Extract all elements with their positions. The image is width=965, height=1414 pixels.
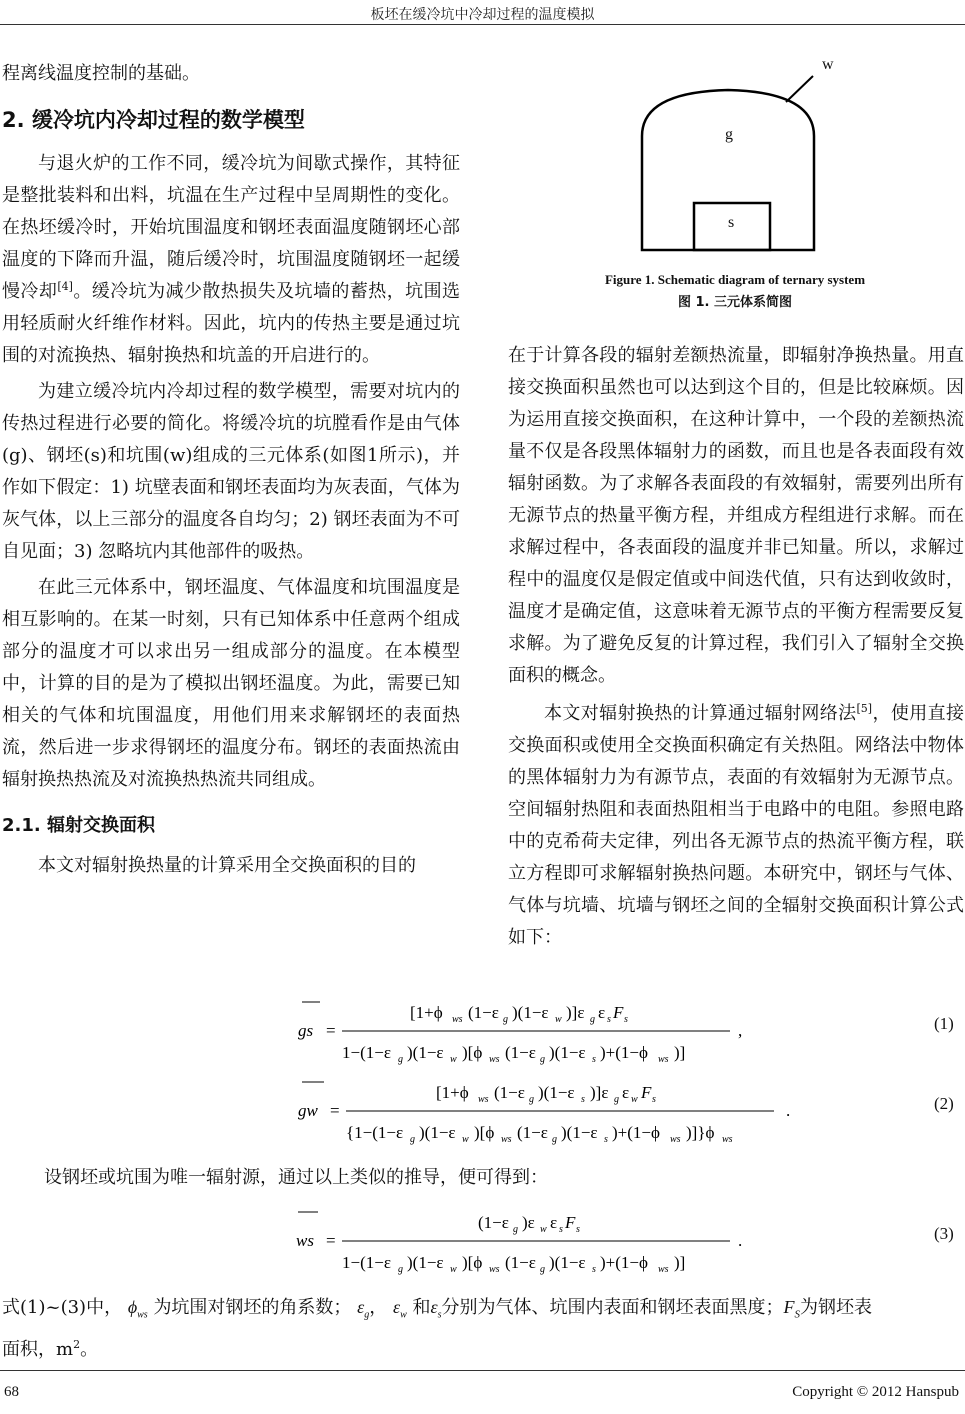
label-w: w: [822, 56, 834, 73]
text: 分别为气体、坑围内表面和钢坯表面黑度；: [441, 1297, 784, 1318]
equation-3: [290, 1200, 760, 1284]
svg-text:(1−ε: (1−ε: [505, 1043, 536, 1062]
svg-text:)(1−ε: )(1−ε: [407, 1253, 444, 1272]
svg-text:s: s: [592, 1264, 596, 1275]
svg-text:s: s: [592, 1054, 596, 1065]
svg-text:F: F: [613, 1003, 624, 1022]
svg-text:)(1−ε: )(1−ε: [561, 1123, 598, 1142]
svg-text:[1+ϕ: [1+ϕ: [410, 1003, 443, 1022]
svg-text:ε: ε: [622, 1083, 630, 1102]
svg-text:(1−ε: (1−ε: [517, 1123, 548, 1142]
eq3-lhs: ws: [296, 1231, 314, 1250]
svg-text:g: g: [614, 1094, 619, 1105]
svg-text:g: g: [552, 1134, 557, 1145]
svg-text:s: s: [652, 1094, 656, 1105]
eq1-lhs: gs: [298, 1021, 314, 1040]
svg-text:)ε: )ε: [522, 1213, 535, 1232]
svg-text:=: =: [326, 1021, 336, 1040]
svg-text:ws: ws: [722, 1134, 733, 1145]
text: 式(1)~(3)中，: [2, 1297, 123, 1318]
svg-text:)]ε: )]ε: [590, 1083, 609, 1102]
svg-text:.: .: [786, 1101, 791, 1120]
svg-text:)]: )]: [674, 1253, 686, 1272]
svg-text:s: s: [624, 1014, 628, 1025]
svg-text:,: ,: [738, 1021, 743, 1040]
equation-1: [290, 990, 760, 1074]
svg-text:(1−ε: (1−ε: [494, 1083, 525, 1102]
svg-text:)[ϕ: )[ϕ: [462, 1043, 483, 1062]
epsilon-s-symbol: $\varepsilon_s$: [430, 1297, 442, 1321]
svg-text:)[ϕ: )[ϕ: [474, 1123, 495, 1142]
copyright: Copyright © 2012 Hanspub: [792, 1384, 959, 1400]
text: 面积，m: [2, 1338, 74, 1360]
figure-caption-cn: 图 1. 三元体系简图: [677, 295, 793, 310]
svg-text:(1−ε: (1−ε: [468, 1003, 499, 1022]
svg-text:{1−(1−ε: {1−(1−ε: [346, 1123, 404, 1142]
paragraph: 在此三元体系中，钢坯温度、气体温度和坑围温度是相互影响的。在某一时刻，只有已知体系中任意两个组成部分的温度才可以求出另一组成部分的温度。在本模型中，计算的目的是为了模拟出钢坯温度。为此，需要已知相关的气体和坑围温度，用他们用来求解钢坯的表面热流，然后进一步求得钢坯的温度分布。钢坯的表面热流由辐射换热热流及对流换热热流共同组成。: [2, 577, 460, 790]
text: ，: [369, 1297, 388, 1318]
svg-text:g: g: [398, 1054, 403, 1065]
ternary-system-diagram: [618, 56, 858, 256]
text: 为坑围对钢坯的角系数；: [153, 1297, 352, 1318]
svg-text:s: s: [581, 1094, 585, 1105]
svg-text:)[ϕ: )[ϕ: [462, 1253, 483, 1272]
svg-text:g: g: [540, 1264, 545, 1275]
section-heading-2-1: 2.1. 辐射交换面积: [2, 815, 155, 836]
eq2-lhs: gw: [298, 1101, 318, 1120]
svg-text:ws: ws: [489, 1054, 500, 1065]
footer-rule: [0, 1370, 965, 1371]
svg-text:ε: ε: [550, 1213, 558, 1232]
paragraph: 在于计算各段的辐射差额热流量，即辐射净换热量。用直接交换面积虽然也可以达到这个目的，但是比较麻烦。因为运用直接交换面积，在这种计算中，一个段的差额热流量不仅是各段黑体辐射力的函数，而且也是各表面段有效辐射函数。为了求解各表面段的有效辐射，需要列出所有无源节点的热量平衡方程，并组成方程组进行求解。而在求解过程中，各表面段的温度并非已知量。所以，求解过程中的温度仅是假定值或中间迭代值，只有达到收敛时，温度才是确定值，这意味着无源节点的平衡方程需要反复求解。为了避免反复的计算过程，我们引入了辐射全交换面积的概念。: [508, 345, 964, 686]
equation-number: (2): [934, 1094, 954, 1113]
epsilon-g-symbol: $\varepsilon_g$: [357, 1297, 370, 1321]
text: 为钢坯表: [800, 1297, 872, 1318]
svg-text:g: g: [540, 1054, 545, 1065]
svg-text:ws: ws: [478, 1094, 489, 1105]
svg-text:ws: ws: [658, 1264, 669, 1275]
paragraph-text: ，使用直接交换面积或使用全交换面积确定有关热阻。网络法中物体的黑体辐射力为有源节点，表面的有效辐射为无源节点。空间辐射热阻和表面热阻相当于电路中的电阻。参照电路中的克希荷夫定律，列出各无源节点的热流平衡方程，联立方程即可求解辐射换热问题。本研究中，钢坯与气体、气体与坑墙、坑墙与钢坯之间的全辐射交换面积计算公式如下：: [508, 703, 965, 948]
equation-number: (3): [934, 1224, 954, 1243]
svg-text:=: =: [326, 1231, 336, 1250]
figure-caption-en: Figure 1. Schematic diagram of ternary system: [604, 272, 866, 287]
svg-text:w: w: [555, 1014, 562, 1025]
svg-text:w: w: [631, 1094, 638, 1105]
header-rule: [0, 24, 965, 25]
paragraph-text: 本文对辐射换热的计算通过辐射网络法: [544, 703, 857, 724]
svg-text:g: g: [503, 1014, 508, 1025]
svg-text:g: g: [529, 1094, 534, 1105]
left-column: [2, 58, 460, 882]
svg-text:F: F: [565, 1213, 576, 1232]
paragraph: 本文对辐射换热量的计算采用全交换面积的目的: [38, 855, 416, 876]
svg-text:)+(1−ϕ: )+(1−ϕ: [612, 1123, 660, 1142]
svg-text:[1+ϕ: [1+ϕ: [436, 1083, 469, 1102]
svg-text:g: g: [590, 1014, 595, 1025]
superscript: 2: [73, 1337, 81, 1351]
svg-text:g: g: [513, 1224, 518, 1235]
svg-text:ws: ws: [670, 1134, 681, 1145]
svg-text:ws: ws: [452, 1014, 463, 1025]
symbol-definitions: [2, 1290, 964, 1367]
running-title: 板坯在缓冷坑中冷却过程的温度模拟: [370, 7, 595, 23]
paragraph: [2, 148, 460, 372]
svg-text:w: w: [450, 1264, 457, 1275]
paragraph: 为建立缓冷坑内冷却过程的数学模型，需要对坑内的传热过程进行必要的简化。将缓冷坑的坑膛看作是由气体(g)、钢坯(s)和坑围(w)组成的三元体系(如图1所示)，并作如下假定：1) 坑壁表面和钢坯表面均为灰表面，气体为灰气体，以上三部分的温度各自均匀；2) 钢坯表面为不可自见面；3) 忽略坑内其他部件的吸热。: [2, 381, 460, 562]
page-number: 68: [4, 1384, 19, 1400]
equation-number: (1): [934, 1014, 954, 1033]
equation-2: [290, 1070, 810, 1154]
citation: [5]: [856, 702, 873, 715]
svg-text:F: F: [641, 1083, 652, 1102]
svg-text:s: s: [607, 1014, 611, 1025]
svg-text:w: w: [540, 1224, 547, 1235]
svg-text:)(1−ε: )(1−ε: [407, 1043, 444, 1062]
svg-text:)(1−ε: )(1−ε: [512, 1003, 549, 1022]
svg-text:)(1−ε: )(1−ε: [538, 1083, 575, 1102]
wall-leader-line: [786, 76, 813, 102]
svg-text:ws: ws: [489, 1264, 500, 1275]
svg-text:w: w: [462, 1134, 469, 1145]
label-g: g: [725, 126, 733, 143]
svg-text:=: =: [330, 1101, 340, 1120]
svg-text:)]ε: )]ε: [566, 1003, 585, 1022]
label-s: s: [728, 214, 735, 231]
svg-text:)(1−ε: )(1−ε: [549, 1253, 586, 1272]
svg-text:s: s: [604, 1134, 608, 1145]
svg-text:.: .: [738, 1231, 743, 1250]
svg-text:ws: ws: [501, 1134, 512, 1145]
paragraph: 设钢坯或坑围为唯一辐射源，通过以上类似的推导，便可得到：: [44, 1167, 548, 1188]
svg-text:(1−ε: (1−ε: [505, 1253, 536, 1272]
svg-text:1−(1−ε: 1−(1−ε: [342, 1253, 391, 1272]
svg-text:s: s: [559, 1224, 563, 1235]
continued-text: 程离线温度控制的基础。: [2, 63, 200, 84]
svg-text:)]}ϕ: )]}ϕ: [686, 1123, 715, 1142]
paragraph-text: 。缓冷坑为减少散热损失及坑墙的蓄热，坑围选用轻质耐火纤维作材料。因此，坑内的传热主要是通过坑围的对流换热、辐射换热和坑盖的开启进行的。: [2, 281, 461, 366]
svg-text:g: g: [410, 1134, 415, 1145]
svg-text:w: w: [450, 1054, 457, 1065]
svg-text:1−(1−ε: 1−(1−ε: [342, 1043, 391, 1062]
fs-symbol: $F_S$: [783, 1297, 800, 1321]
svg-text:g: g: [398, 1264, 403, 1275]
epsilon-w-symbol: $\varepsilon_w$: [393, 1297, 407, 1321]
paragraph: [508, 698, 964, 954]
svg-text:ε: ε: [598, 1003, 606, 1022]
svg-text:)+(1−ϕ: )+(1−ϕ: [600, 1253, 648, 1272]
text: 和: [412, 1297, 431, 1318]
svg-text:s: s: [576, 1224, 580, 1235]
svg-text:)+(1−ϕ: )+(1−ϕ: [600, 1043, 648, 1062]
svg-text:)(1−ε: )(1−ε: [419, 1123, 456, 1142]
citation: [4]: [57, 280, 73, 293]
paragraph-text: 与退火炉的工作不同，缓冷坑为间歇式操作，其特征是整批装料和出料，坑温在生产过程中呈周期性的变化。在热坯缓冷时，开始坑围温度和钢坯表面温度随钢坯心部温度的下降而升温，随后缓冷时，坑围温度随钢坯一起缓慢冷却: [2, 153, 460, 302]
phi-ws-symbol: $\phi_{ws}$: [127, 1297, 148, 1321]
svg-text:)]: )]: [674, 1043, 686, 1062]
text: 。: [80, 1338, 99, 1360]
svg-text:ws: ws: [658, 1054, 669, 1065]
svg-text:(1−ε: (1−ε: [478, 1213, 509, 1232]
figure-1: [618, 56, 858, 256]
svg-text:)(1−ε: )(1−ε: [549, 1043, 586, 1062]
right-column: [508, 340, 964, 954]
section-heading-2: 2. 缓冷坑内冷却过程的数学模型: [2, 108, 305, 132]
